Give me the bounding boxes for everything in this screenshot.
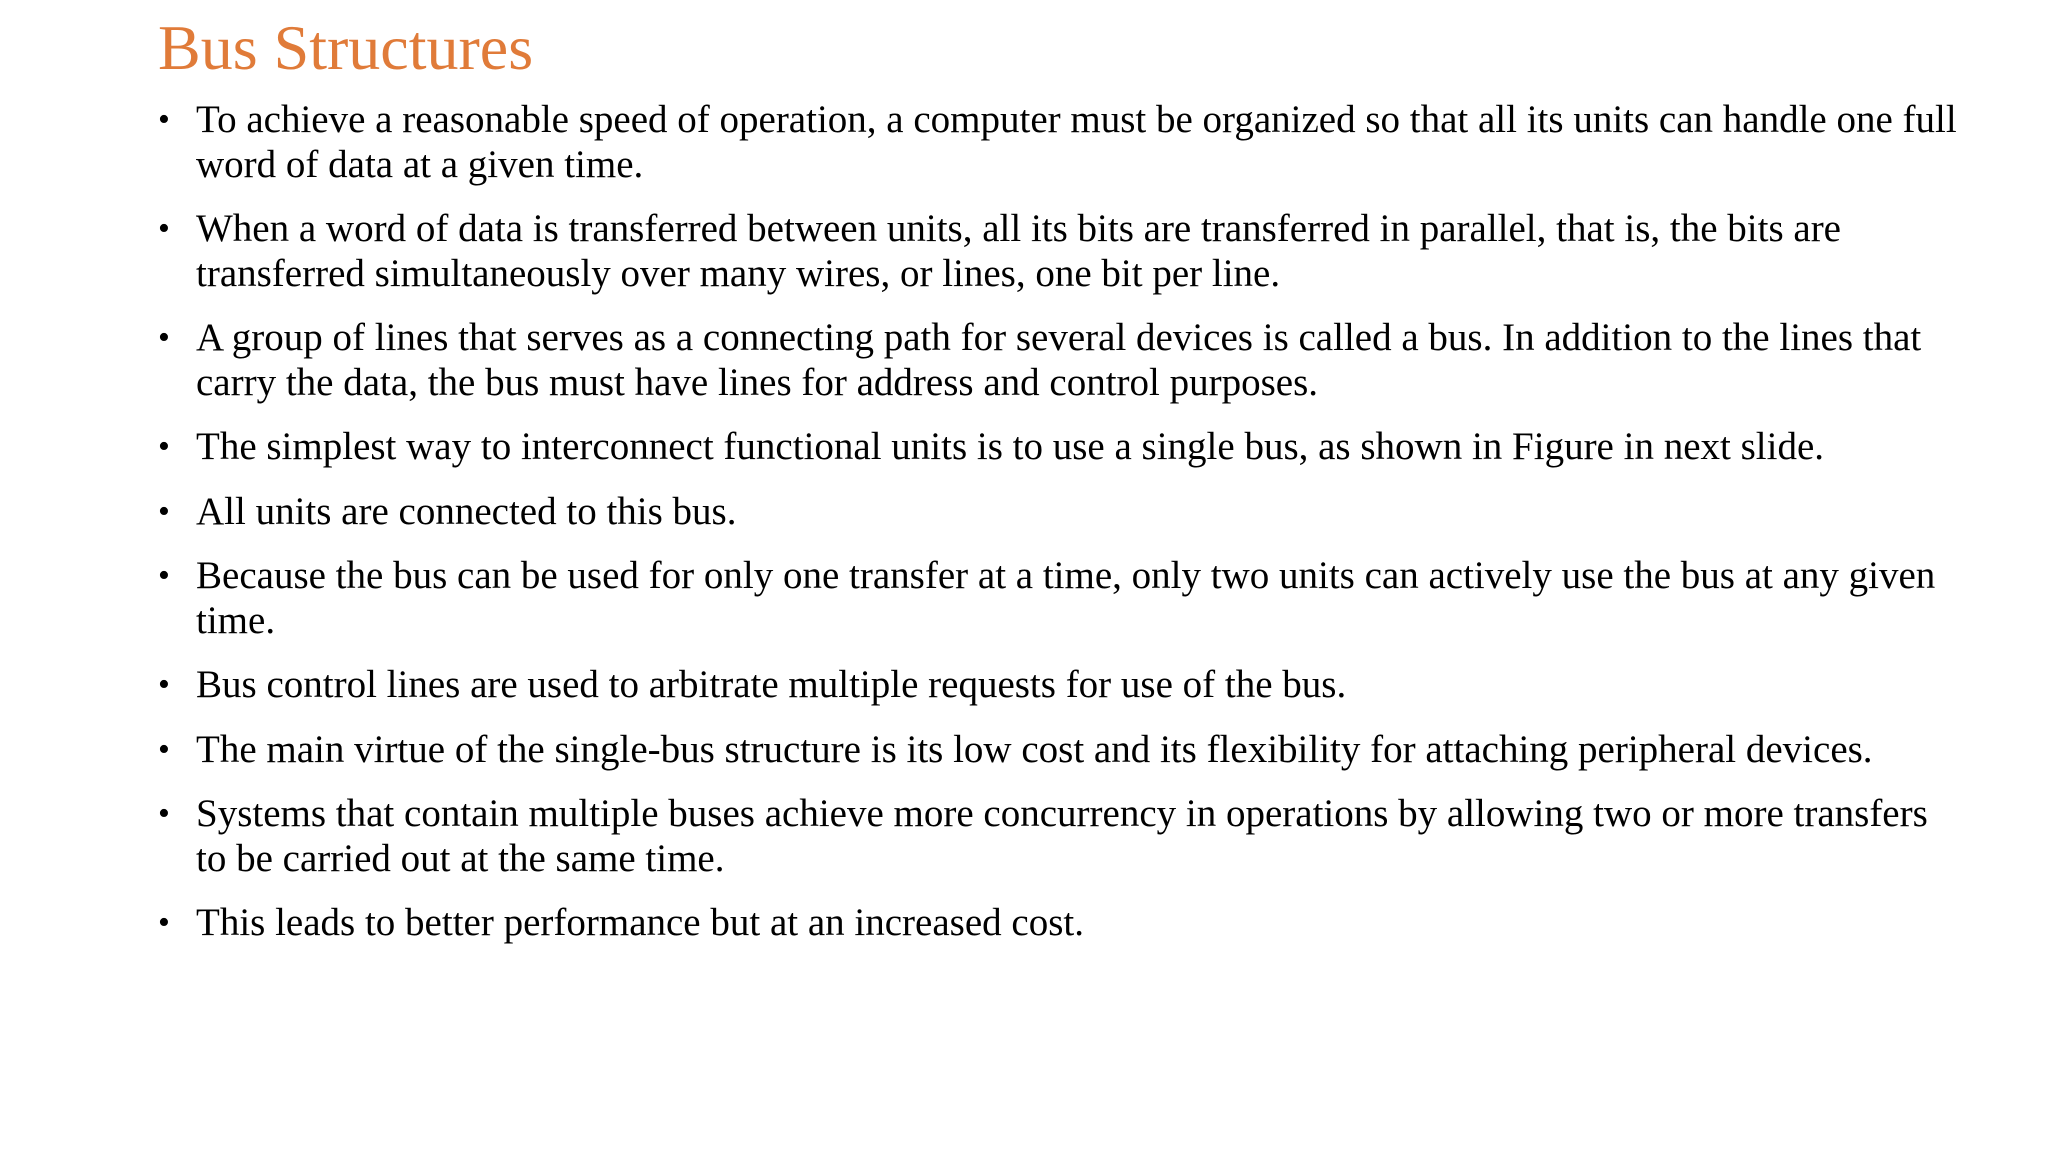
bullet-item bbox=[158, 901, 1958, 946]
bullet-dot-icon: • bbox=[158, 319, 170, 356]
bullet-item bbox=[158, 98, 1958, 187]
bullet-item bbox=[158, 316, 1958, 405]
slide-title: Bus Structures bbox=[158, 12, 534, 83]
bullet-dot-icon: • bbox=[158, 666, 170, 703]
bullet-dot-icon: • bbox=[158, 428, 170, 465]
bullet-text: All units are connected to this bus. bbox=[196, 489, 737, 533]
bullet-item bbox=[158, 490, 1958, 535]
bullet-text: A group of lines that serves as a connecting path for several devices is called a bus. In addition to the lines that carry the data, the bus must have lines for address and control purposes. bbox=[196, 316, 1922, 404]
bullet-text: This leads to better performance but at an increased cost. bbox=[196, 901, 1084, 944]
bullet-text: Because the bus can be used for only one transfer at a time, only two units can actively use the bus at any given time. bbox=[196, 554, 1936, 642]
bullet-item bbox=[158, 554, 1958, 643]
bullet-dot-icon: • bbox=[158, 557, 170, 594]
bullet-item bbox=[158, 425, 1958, 470]
bullet-text: When a word of data is transferred between units, all its bits are transferred in parallel, that is, the bits are transferred simultaneously over many wires, or lines, one bit per line. bbox=[196, 207, 1841, 295]
bullet-dot-icon: • bbox=[158, 730, 170, 768]
bullet-text: The main virtue of the single-bus structure is its low cost and its flexibility for attaching peripheral devices. bbox=[196, 727, 1873, 771]
bullet-list bbox=[158, 98, 1958, 966]
bullet-text: Bus control lines are used to arbitrate multiple requests for use of the bus. bbox=[196, 663, 1347, 706]
bullet-dot-icon: • bbox=[158, 492, 170, 530]
bullet-item bbox=[158, 792, 1958, 881]
bullet-text: Systems that contain multiple buses achieve more concurrency in operations by allowing two or more transfers to be carried out at the same time. bbox=[196, 792, 1928, 880]
bullet-text: The simplest way to interconnect functional units is to use a single bus, as shown in Figure in next slide. bbox=[196, 425, 1825, 468]
bullet-dot-icon: • bbox=[158, 210, 170, 247]
bullet-dot-icon: • bbox=[158, 101, 170, 138]
bullet-item bbox=[158, 207, 1958, 296]
bullet-item bbox=[158, 728, 1958, 773]
bullet-item bbox=[158, 663, 1958, 708]
bullet-text: To achieve a reasonable speed of operation, a computer must be organized so that all its units can handle one full word of data at a given time. bbox=[196, 98, 1957, 186]
bullet-dot-icon: • bbox=[158, 904, 170, 941]
bullet-dot-icon: • bbox=[158, 795, 170, 832]
